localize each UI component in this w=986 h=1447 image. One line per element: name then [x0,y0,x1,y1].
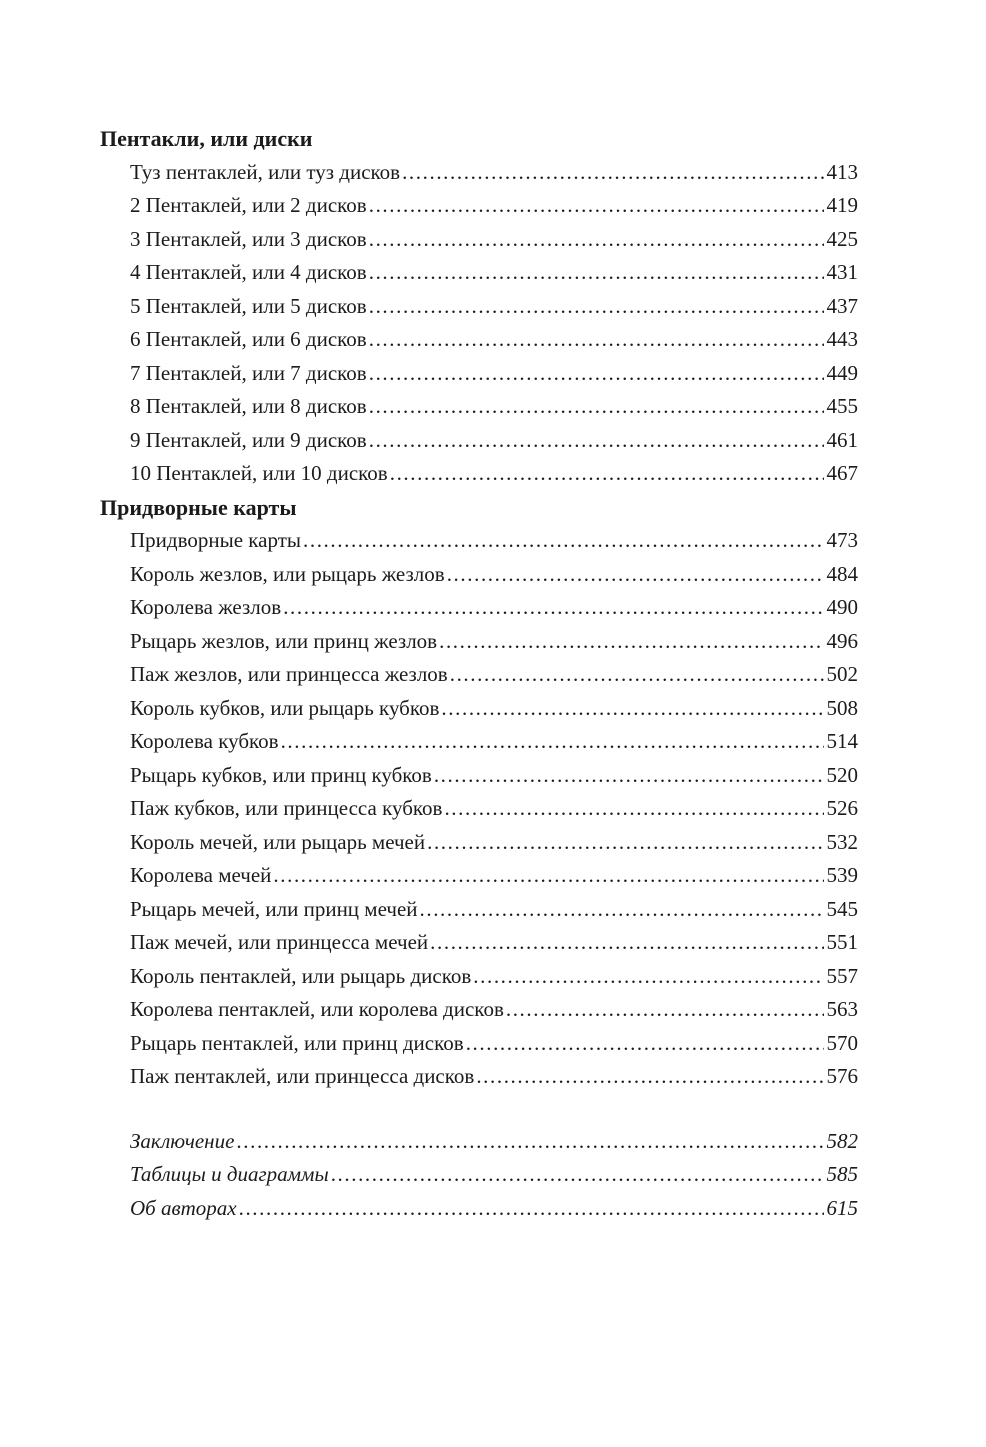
toc-entry [130,591,858,625]
toc-entry-title: 7 Пентаклей, или 7 дисков [130,360,367,385]
toc-entry-title: Король кубков, или рыцарь кубков [130,695,440,720]
toc-entry [130,223,858,257]
toc-entry-title: Король жезлов, или рыцарь жезлов [130,561,445,586]
toc-entry [130,390,858,424]
toc-entry-title: Рыцарь кубков, или принц кубков [130,762,432,787]
toc-entry-page: 455 [826,394,858,418]
toc-entry-title: 5 Пентаклей, или 5 дисков [130,293,367,318]
toc-entry-page: 532 [826,829,858,854]
toc-entry-title: Королева мечей [130,863,272,887]
toc-entry-page: 467 [826,461,858,485]
toc-entry-page: 508 [826,695,858,720]
toc-entry [130,759,858,793]
toc-entry-title: Паж мечей, или принцесса мечей [130,930,429,954]
toc-entry-page: 490 [826,595,858,619]
toc-entry-page: 539 [826,863,858,887]
toc-entry-title: 8 Пентаклей, или 8 дисков [130,394,367,418]
toc-section-heading: Пентакли, или диски [100,126,313,151]
toc-entry-title: 4 Пентаклей, или 4 дисков [130,260,367,284]
toc-section-heading: Придворные карты [100,494,297,520]
toc-entry-title: Таблицы и диаграммы [130,1162,329,1186]
toc-entry [130,692,858,726]
toc-entry-page: 615 [826,1195,858,1220]
toc-entry-page: 563 [826,997,858,1021]
dot-leader [281,725,824,759]
dot-leader [369,290,824,324]
toc-entry-page: 496 [826,628,858,653]
toc-entry [130,1060,858,1094]
toc-entry-title: Заключение [130,1128,235,1153]
dot-leader [331,1158,824,1192]
dot-leader [506,993,824,1027]
toc-entry [130,792,858,826]
toc-entry [130,424,858,458]
toc-entry-title: Рыцарь мечей, или принц мечей [130,896,418,921]
toc-entry-page: 449 [826,360,858,385]
toc-entry-page: 585 [826,1162,858,1186]
dot-leader [427,826,823,860]
toc-entry [130,357,858,391]
toc-entry-page: 425 [826,226,858,251]
toc-entry-page: 443 [826,327,858,351]
toc-entry-title: Паж жезлов, или принцесса жезлов [130,662,448,686]
dot-leader [420,893,824,927]
toc-entry-page: 520 [826,762,858,787]
toc-entry [130,156,858,190]
dot-leader [236,1125,823,1159]
toc-entry [130,625,858,659]
dot-leader [369,390,824,424]
dot-leader [439,625,823,659]
toc-entry [130,256,858,290]
toc-entry-title: 9 Пентаклей, или 9 дисков [130,427,367,452]
toc-entry [130,725,858,759]
dot-leader [402,156,823,190]
toc-entry-page: 545 [826,896,858,921]
toc-entry [130,558,858,592]
toc-entry-title: Туз пентаклей, или туз дисков [130,159,401,184]
toc-entry [130,524,858,558]
toc-entry-title: 10 Пентаклей, или 10 дисков [130,461,388,485]
dot-leader [450,658,824,692]
toc-entry [130,189,858,223]
dot-leader [473,960,823,994]
toc-entry-title: Король мечей, или рыцарь мечей [130,829,426,854]
toc-entry-page: 502 [826,662,858,686]
toc-entry [130,926,858,960]
toc-entry-page: 484 [826,561,858,586]
toc-entry [130,290,858,324]
toc-entry [130,993,858,1027]
dot-leader [369,223,824,257]
toc-entry [130,658,858,692]
toc-entry-title: Паж кубков, или принцесса кубков [130,796,443,820]
toc-entry-title: Рыцарь пентаклей, или принц дисков [130,1030,464,1055]
toc-entry [130,960,858,994]
toc-entry-title: 2 Пентаклей, или 2 дисков [130,193,367,217]
table-of-contents [100,122,858,1225]
dot-leader [476,1060,823,1094]
toc-entry-page: 570 [826,1030,858,1055]
toc-entry [130,893,858,927]
dot-leader [369,189,824,223]
toc-entry-title: Об авторах [130,1195,237,1220]
dot-leader [273,859,823,893]
toc-entry [130,457,858,491]
toc-entry-title: 6 Пентаклей, или 6 дисков [130,327,367,351]
toc-entry-title: Паж пентаклей, или принцесса дисков [130,1064,475,1088]
toc-entry [130,323,858,357]
toc-entry [130,859,858,893]
toc-entry [130,826,858,860]
dot-leader [390,457,824,491]
toc-entry-page: 514 [826,729,858,753]
dot-leader [369,256,824,290]
back-matter [100,1125,858,1226]
toc-entry-page: 419 [826,193,858,217]
dot-leader [369,323,824,357]
dot-leader [239,1192,824,1226]
toc-entry-title: Придворные карты [130,528,301,552]
toc-entry-title: Рыцарь жезлов, или принц жезлов [130,628,438,653]
toc-entry-page: 551 [826,930,858,954]
toc-entry-page: 473 [826,528,858,552]
dot-leader [369,424,824,458]
dot-leader [283,591,823,625]
dot-leader [444,792,823,826]
dot-leader [434,759,824,793]
toc-entry-page: 576 [826,1064,858,1088]
dot-leader [303,524,824,558]
toc-entry [130,1125,858,1159]
toc-entry [130,1192,858,1226]
dot-leader [430,926,823,960]
toc-entry-page: 557 [826,963,858,988]
toc-entry [130,1027,858,1061]
toc-entry-page: 431 [826,260,858,284]
dot-leader [369,357,824,391]
dot-leader [466,1027,824,1061]
toc-entry-title: Королева жезлов [130,595,282,619]
toc-entry-page: 437 [826,293,858,318]
toc-entry-page: 582 [826,1128,858,1153]
dot-leader [447,558,824,592]
toc-entry-title: 3 Пентаклей, или 3 дисков [130,226,367,251]
toc-entry-title: Королева пентаклей, или королева дисков [130,997,504,1021]
toc-entry-title: Королева кубков [130,729,279,753]
toc-entry-title: Король пентаклей, или рыцарь дисков [130,963,472,988]
dot-leader [441,692,823,726]
toc-entry [130,1158,858,1192]
toc-entry-page: 413 [826,159,858,184]
toc-entry-page: 461 [826,427,858,452]
toc-entry-page: 526 [826,796,858,820]
